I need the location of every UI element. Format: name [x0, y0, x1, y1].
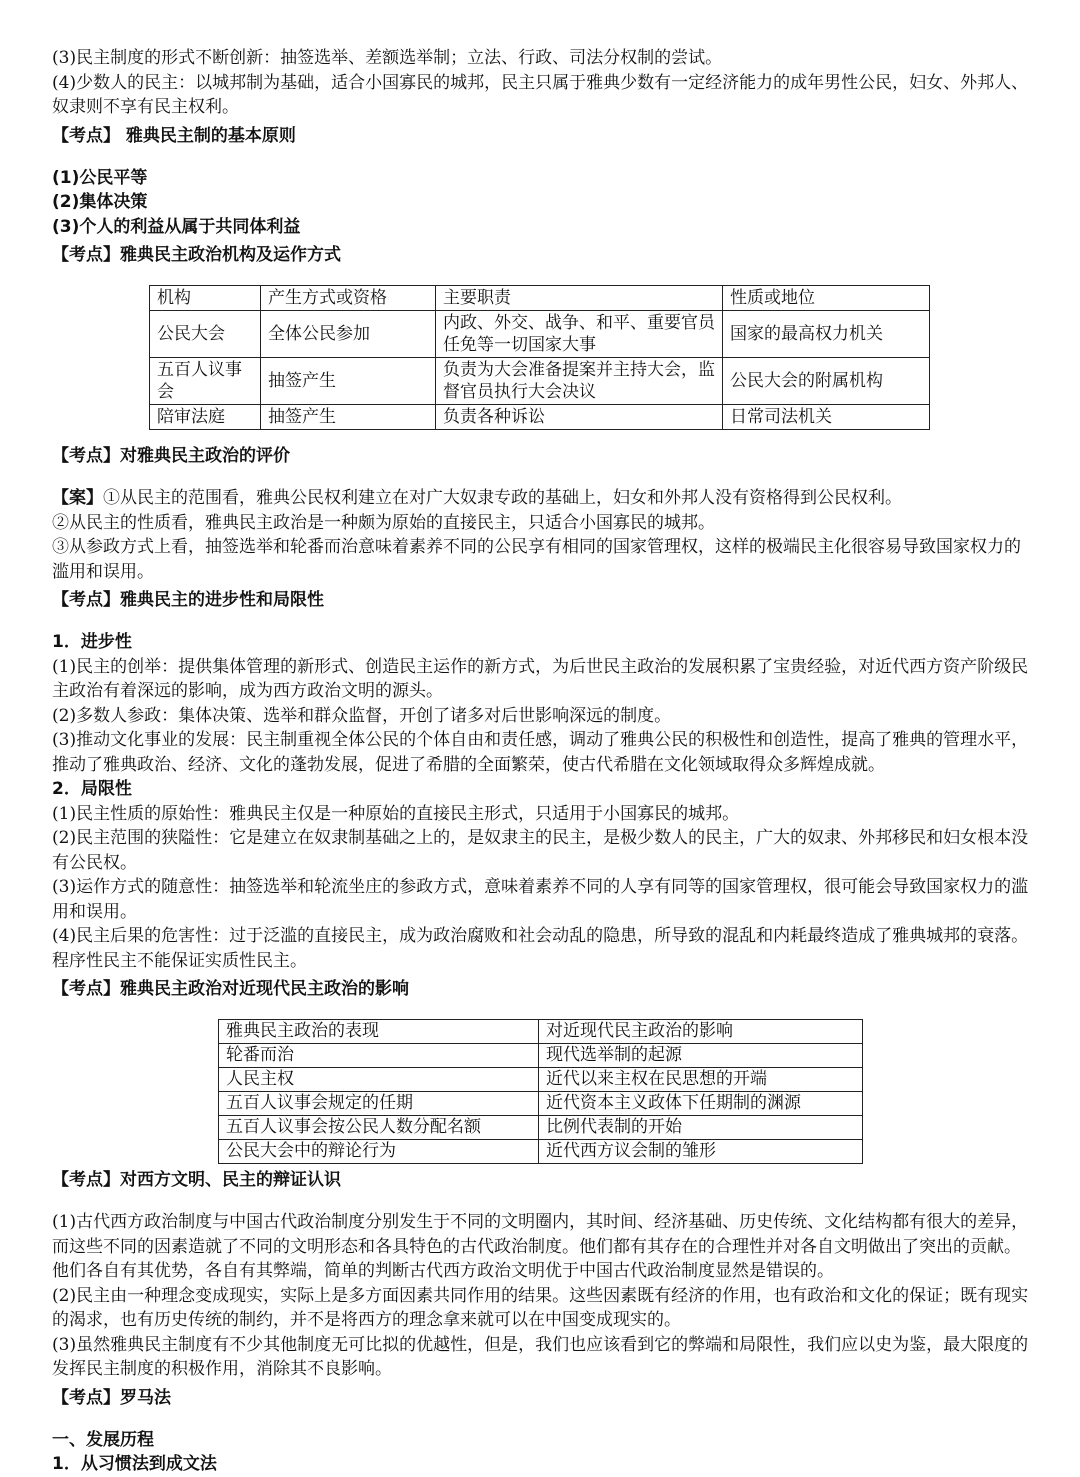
table-header-cell: 机构 — [150, 286, 261, 311]
limit-item: (1)民主性质的原始性：雅典民主仅是一种原始的直接民主形式，只适用于小国寡民的城邦。 — [52, 803, 740, 824]
answer-tag: 【案】 — [52, 488, 103, 508]
evaluation-answer-3: ③从参政方式上看，抽签选举和轮番而治意味着素养不同的公民享有相同的国家管理权，这样的极端民主化很容易导致国家权力的滥用和误用。 — [52, 537, 1021, 582]
document-page — [52, 46, 1037, 1477]
table-cell: 比例代表制的开始 — [539, 1116, 863, 1140]
paragraph-democratic-forms: (3)民主制度的形式不断创新：抽签选举、差额选举制；立法、行政、司法分权制的尝试。 — [52, 48, 723, 68]
table-row — [219, 1140, 863, 1164]
table-header-cell: 对近现代民主政治的影响 — [539, 1020, 863, 1044]
table-header-row — [150, 286, 930, 311]
table-cell: 公民大会的附属机构 — [723, 358, 930, 405]
table-cell: 现代选举制的起源 — [539, 1044, 863, 1068]
subheading-limits: 2．局限性 — [52, 779, 132, 799]
progress-item: (1)民主的创举：提供集体管理的新形式、创造民主运作的新方式，为后世民主政治的发展积累了宝贵经验，对近代西方资产阶级民主政治有着深远的影响，成为西方政治文明的源头。 — [52, 656, 1029, 701]
table-header-row — [219, 1020, 863, 1044]
table-row — [219, 1068, 863, 1092]
table-cell: 负责各种诉讼 — [436, 405, 723, 430]
principle-item: (2)集体决策 — [52, 192, 148, 212]
table-header-cell: 产生方式或资格 — [261, 286, 436, 311]
table-cell: 陪审法庭 — [150, 405, 261, 430]
table-cell: 近代以来主权在民思想的开端 — [539, 1068, 863, 1092]
table-cell: 五百人议事会按公民人数分配名额 — [219, 1116, 539, 1140]
evaluation-answer-1 — [52, 486, 1037, 511]
heading-influence: 【考点】雅典民主政治对近现代民主政治的影响 — [52, 979, 409, 999]
table-cell: 负责为大会准备提案并主持大会，监督官员执行大会决议 — [436, 358, 723, 405]
subheading-progress: 1．进步性 — [52, 632, 132, 652]
table-header-cell: 性质或地位 — [723, 286, 930, 311]
table-cell: 五百人议事会 — [150, 358, 261, 405]
table-cell: 内政、外交、战争、和平、重要官员任免等一切国家大事 — [436, 311, 723, 358]
table-row — [150, 405, 930, 430]
heading-roman-law: 【考点】罗马法 — [52, 1387, 171, 1408]
dialectic-item: (2)民主由一种理念变成现实，实际上是多方面因素共同作用的结果。这些因素既有经济的作用，也有政治和文化的保证；既有现实的渴求，也有历史传统的制约，并不是将西方的理念拿来就可以在中国变成现实的。 — [52, 1285, 1029, 1330]
table-cell: 公民大会 — [150, 311, 261, 358]
dialectic-item: (1)古代西方政治制度与中国古代政治制度分别发生于不同的文明圈内，其时间、经济基础、历史传统、文化结构都有很大的差异，而这些不同的因素造就了不同的文明形态和各具特色的古代政治制度。他们都有其存在的合理性并对各自文明做出了突出的贡献。他们各自有其优势，各自有其弊端，简单的判断古代西方政治文明优于中国古代政治制度显然是错误的。 — [52, 1212, 1029, 1281]
table-row — [150, 358, 930, 405]
progress-item: (2)多数人参政：集体决策、选举和群众监督，开创了诸多对后世影响深远的制度。 — [52, 705, 672, 726]
table-row — [219, 1044, 863, 1068]
limit-item: (2)民主范围的狭隘性：它是建立在奴隶制基础之上的，是奴隶主的民主，是极少数人的民主，广大的奴隶、外邦移民和妇女根本没有公民权。 — [52, 828, 1029, 873]
table-cell: 公民大会中的辩论行为 — [219, 1140, 539, 1164]
heading-progress-limits: 【考点】雅典民主的进步性和局限性 — [52, 590, 324, 610]
table-header-cell: 主要职责 — [436, 286, 723, 311]
table-cell: 抽签产生 — [261, 405, 436, 430]
table-row — [219, 1092, 863, 1116]
institutions-table — [149, 285, 930, 430]
table-header-cell: 雅典民主政治的表现 — [219, 1020, 539, 1044]
paragraph-minority-democracy: (4)少数人的民主：以城邦制为基础，适合小国寡民的城邦，民主只属于雅典少数有一定经济能力的成年男性公民，妇女、外邦人、奴隶则不享有民主权利。 — [52, 72, 1029, 117]
table-cell: 日常司法机关 — [723, 405, 930, 430]
heading-evaluation: 【考点】对雅典民主政治的评价 — [52, 446, 290, 466]
heading-dialectic: 【考点】对西方文明、民主的辩证认识 — [52, 1170, 341, 1190]
heading-basic-principles: 【考点】 雅典民主制的基本原则 — [52, 125, 296, 146]
evaluation-answer-2: ②从民主的性质看，雅典民主政治是一种颇为原始的直接民主，只适合小国寡民的城邦。 — [52, 512, 715, 533]
table-cell: 国家的最高权力机关 — [723, 311, 930, 358]
limit-item: (3)运作方式的随意性：抽签选举和轮流坐庄的参政方式，意味着素养不同的人享有同等的国家管理权，很可能会导致国家权力的滥用和误用。 — [52, 877, 1029, 922]
table-cell: 全体公民参加 — [261, 311, 436, 358]
principle-item: (3)个人的利益从属于共同体利益 — [52, 216, 301, 237]
subheading-custom-to-written: 1．从习惯法到成文法 — [52, 1454, 217, 1474]
table-cell: 五百人议事会规定的任期 — [219, 1092, 539, 1116]
dialectic-item: (3)虽然雅典民主制度有不少其他制度无可比拟的优越性，但是，我们也应该看到它的弊端和局限性，我们应以史为鉴，最大限度的发挥民主制度的积极作用，消除其不良影响。 — [52, 1334, 1029, 1379]
answer-text: ①从民主的范围看，雅典公民权利建立在对广大奴隶专政的基础上，妇女和外邦人没有资格得到公民权利。 — [103, 488, 902, 508]
limit-item: (4)民主后果的危害性：过于泛滥的直接民主，成为政治腐败和社会动乱的隐患，所导致的混乱和内耗最终造成了雅典城邦的衰落。程序性民主不能保证实质性民主。 — [52, 926, 1029, 971]
table-cell: 人民主权 — [219, 1068, 539, 1092]
table-cell: 轮番而治 — [219, 1044, 539, 1068]
influence-table — [218, 1019, 863, 1164]
subheading-development: 一、发展历程 — [52, 1429, 154, 1450]
table-row — [219, 1116, 863, 1140]
table-cell: 近代西方议会制的雏形 — [539, 1140, 863, 1164]
principle-item: (1)公民平等 — [52, 167, 148, 188]
heading-institutions: 【考点】雅典民主政治机构及运作方式 — [52, 245, 341, 265]
progress-item: (3)推动文化事业的发展：民主制重视全体公民的个体自由和责任感，调动了雅典公民的积极性和创造性，提高了雅典的管理水平，推动了雅典政治、经济、文化的蓬勃发展，促进了希腊的全面繁荣，使古代希腊在文化领域取得众多辉煌成就。 — [52, 730, 1029, 775]
table-cell: 抽签产生 — [261, 358, 436, 405]
table-cell: 近代资本主义政体下任期制的渊源 — [539, 1092, 863, 1116]
table-row — [150, 311, 930, 358]
